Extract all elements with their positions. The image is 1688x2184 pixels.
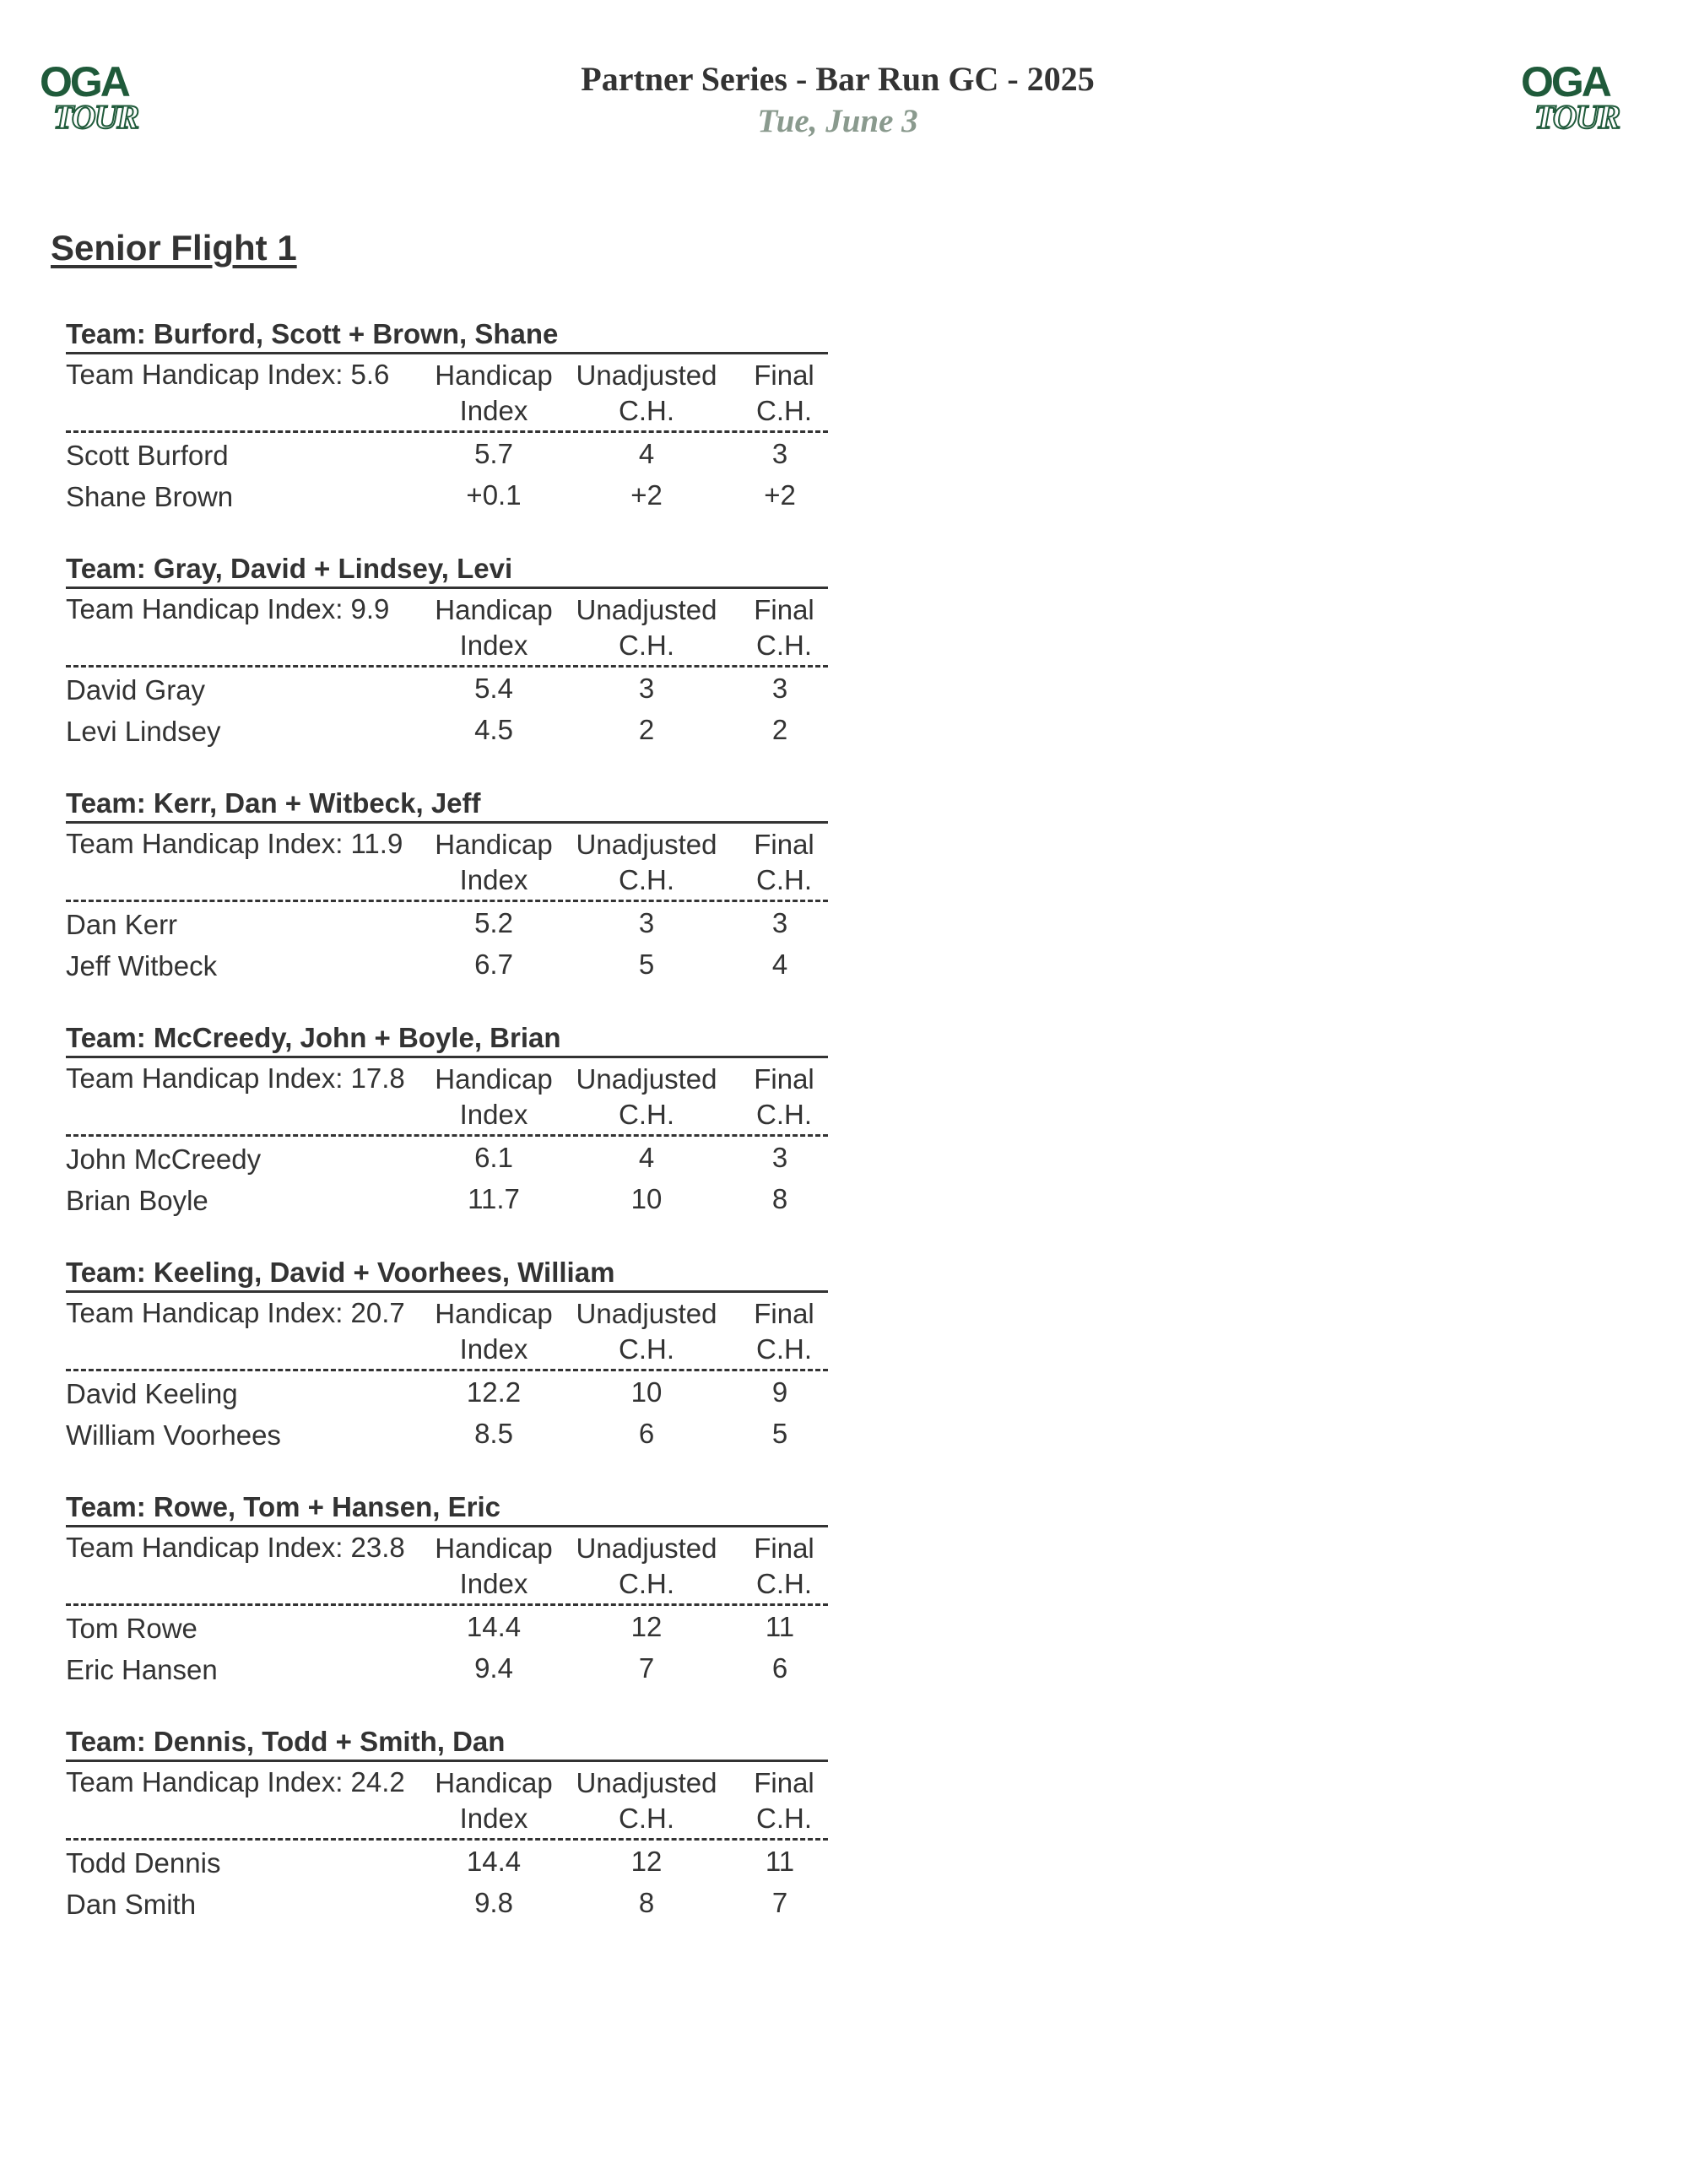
player-unadjusted-ch: 7 bbox=[638, 1652, 655, 1684]
handicap-index-header-line: Handicap bbox=[435, 1533, 553, 1564]
player-final-ch: 3 bbox=[771, 1142, 788, 1173]
unadjusted-ch-header-line: Unadjusted bbox=[576, 1767, 717, 1798]
final-ch-header-line: Final bbox=[754, 359, 814, 391]
unadjusted-ch-header bbox=[571, 592, 722, 663]
player-unadjusted-ch: 4 bbox=[638, 438, 655, 469]
final-ch-header-line: C.H. bbox=[756, 395, 812, 426]
player-row bbox=[66, 433, 828, 474]
player-unadjusted-ch: 3 bbox=[638, 907, 655, 938]
team-block bbox=[66, 1489, 828, 1724]
team-handicap-index: Team Handicap Index: 9.9 bbox=[66, 593, 390, 624]
player-row bbox=[66, 1882, 828, 1923]
unadjusted-ch-header bbox=[571, 1296, 722, 1367]
team-handicap-index: Team Handicap Index: 23.8 bbox=[66, 1532, 405, 1563]
player-name: Eric Hansen bbox=[66, 1654, 218, 1685]
player-name: Levi Lindsey bbox=[66, 716, 221, 747]
player-handicap-index: 14.4 bbox=[466, 1611, 522, 1642]
player-handicap-index: 11.7 bbox=[468, 1183, 520, 1214]
player-row bbox=[66, 1178, 828, 1219]
player-handicap-index: 8.5 bbox=[474, 1418, 513, 1449]
unadjusted-ch-header-line: Unadjusted bbox=[576, 594, 717, 625]
unadjusted-ch-header-line: C.H. bbox=[619, 1333, 674, 1365]
handicap-index-header-line: Index bbox=[459, 1568, 528, 1599]
player-row bbox=[66, 1137, 828, 1178]
player-name: Jeff Witbeck bbox=[66, 950, 218, 981]
handicap-index-header-line: Index bbox=[459, 1333, 528, 1365]
handicap-index-header bbox=[430, 1531, 557, 1602]
team-handicap-index: Team Handicap Index: 17.8 bbox=[66, 1062, 405, 1094]
team-block bbox=[66, 786, 828, 1020]
player-name: Dan Kerr bbox=[66, 909, 178, 940]
handicap-index-header-line: Handicap bbox=[435, 594, 553, 625]
unadjusted-ch-header bbox=[571, 1531, 722, 1602]
team-table-header bbox=[66, 1762, 828, 1841]
team-name: Team: Kerr, Dan + Witbeck, Jeff bbox=[66, 786, 828, 824]
unadjusted-ch-header-line: C.H. bbox=[619, 1568, 674, 1599]
player-handicap-index: 9.4 bbox=[474, 1652, 513, 1684]
player-unadjusted-ch: 5 bbox=[638, 949, 655, 980]
unadjusted-ch-header bbox=[571, 1062, 722, 1133]
player-handicap-index: 6.7 bbox=[474, 949, 513, 980]
player-name: David Gray bbox=[66, 674, 206, 705]
player-name: Brian Boyle bbox=[66, 1185, 208, 1216]
final-ch-header-line: Final bbox=[754, 1063, 814, 1095]
handicap-index-header bbox=[430, 1062, 557, 1133]
player-handicap-index: 14.4 bbox=[466, 1846, 522, 1877]
player-unadjusted-ch: 2 bbox=[638, 714, 655, 745]
player-final-ch: 11 bbox=[765, 1611, 795, 1642]
unadjusted-ch-header-line: C.H. bbox=[619, 395, 674, 426]
player-handicap-index: 9.8 bbox=[474, 1887, 513, 1918]
player-unadjusted-ch: 10 bbox=[630, 1183, 663, 1214]
player-unadjusted-ch: +2 bbox=[630, 479, 663, 511]
svg-text:TOUR: TOUR bbox=[53, 98, 138, 133]
unadjusted-ch-header-line: Unadjusted bbox=[576, 1298, 717, 1329]
player-unadjusted-ch: 4 bbox=[638, 1142, 655, 1173]
handicap-index-header bbox=[430, 592, 557, 663]
player-final-ch: 9 bbox=[771, 1376, 788, 1408]
player-name: John McCreedy bbox=[66, 1143, 262, 1175]
handicap-index-header-line: Index bbox=[459, 1099, 528, 1130]
final-ch-header bbox=[738, 358, 830, 429]
report-date: Tue, June 3 bbox=[757, 103, 918, 139]
unadjusted-ch-header-line: C.H. bbox=[619, 1099, 674, 1130]
team-table-header bbox=[66, 824, 828, 902]
player-name: Shane Brown bbox=[66, 481, 234, 512]
team-name: Team: Burford, Scott + Brown, Shane bbox=[66, 316, 828, 354]
svg-text:TOUR: TOUR bbox=[1534, 98, 1620, 133]
player-name: David Keeling bbox=[66, 1378, 238, 1409]
report-title: Partner Series - Bar Run GC - 2025 bbox=[581, 60, 1095, 98]
unadjusted-ch-header-line: C.H. bbox=[619, 1803, 674, 1834]
handicap-index-header-line: Handicap bbox=[435, 1298, 553, 1329]
player-final-ch: 4 bbox=[771, 949, 788, 980]
player-handicap-index: 6.1 bbox=[474, 1142, 513, 1173]
player-handicap-index: 5.2 bbox=[474, 907, 513, 938]
team-handicap-index: Team Handicap Index: 5.6 bbox=[66, 359, 390, 390]
player-unadjusted-ch: 12 bbox=[630, 1846, 663, 1877]
handicap-index-header-line: Handicap bbox=[435, 1767, 553, 1798]
final-ch-header bbox=[738, 592, 830, 663]
unadjusted-ch-header-line: C.H. bbox=[619, 864, 674, 895]
handicap-index-header-line: Handicap bbox=[435, 359, 553, 391]
team-table-header bbox=[66, 354, 828, 433]
player-row bbox=[66, 474, 828, 516]
team-table-header bbox=[66, 589, 828, 668]
oga-tour-logo-right bbox=[1519, 57, 1636, 133]
handicap-index-header bbox=[430, 1765, 557, 1836]
final-ch-header-line: Final bbox=[754, 594, 814, 625]
player-unadjusted-ch: 6 bbox=[638, 1418, 655, 1449]
player-name: Tom Rowe bbox=[66, 1613, 197, 1644]
final-ch-header bbox=[738, 1765, 830, 1836]
player-name: Scott Burford bbox=[66, 440, 229, 471]
team-name: Team: Rowe, Tom + Hansen, Eric bbox=[66, 1489, 828, 1527]
final-ch-header-line: Final bbox=[754, 1298, 814, 1329]
handicap-index-header-line: Handicap bbox=[435, 1063, 553, 1095]
team-name: Team: Gray, David + Lindsey, Levi bbox=[66, 551, 828, 589]
flight-title: Senior Flight 1 bbox=[51, 228, 297, 268]
team-name: Team: Keeling, David + Voorhees, William bbox=[66, 1255, 828, 1293]
final-ch-header-line: C.H. bbox=[756, 1333, 812, 1365]
player-final-ch: 7 bbox=[771, 1887, 788, 1918]
team-table-header bbox=[66, 1293, 828, 1371]
svg-text:OGA: OGA bbox=[1521, 58, 1610, 105]
player-row bbox=[66, 709, 828, 750]
unadjusted-ch-header-line: Unadjusted bbox=[576, 359, 717, 391]
player-final-ch: 3 bbox=[771, 907, 788, 938]
handicap-index-header bbox=[430, 1296, 557, 1367]
unadjusted-ch-header bbox=[571, 358, 722, 429]
final-ch-header-line: Final bbox=[754, 1767, 814, 1798]
player-final-ch: +2 bbox=[764, 479, 796, 511]
player-final-ch: 2 bbox=[771, 714, 788, 745]
final-ch-header-line: C.H. bbox=[756, 1568, 812, 1599]
player-unadjusted-ch: 8 bbox=[638, 1887, 655, 1918]
unadjusted-ch-header-line: Unadjusted bbox=[576, 1063, 717, 1095]
final-ch-header bbox=[738, 827, 830, 898]
player-handicap-index: +0.1 bbox=[466, 479, 522, 511]
player-name: Dan Smith bbox=[66, 1889, 197, 1920]
unadjusted-ch-header-line: Unadjusted bbox=[576, 1533, 717, 1564]
team-name: Team: Dennis, Todd + Smith, Dan bbox=[66, 1724, 828, 1762]
team-block bbox=[66, 1724, 828, 1959]
final-ch-header-line: Final bbox=[754, 829, 814, 860]
team-handicap-index: Team Handicap Index: 24.2 bbox=[66, 1766, 405, 1797]
handicap-index-header bbox=[430, 358, 557, 429]
final-ch-header-line: C.H. bbox=[756, 630, 812, 661]
unadjusted-ch-header-line: C.H. bbox=[619, 630, 674, 661]
handicap-index-header-line: Index bbox=[459, 864, 528, 895]
handicap-index-header bbox=[430, 827, 557, 898]
handicap-index-header-line: Index bbox=[459, 395, 528, 426]
player-name: William Voorhees bbox=[66, 1419, 281, 1451]
team-handicap-index: Team Handicap Index: 11.9 bbox=[66, 828, 403, 859]
handicap-index-header-line: Handicap bbox=[435, 829, 553, 860]
player-final-ch: 8 bbox=[771, 1183, 788, 1214]
unadjusted-ch-header bbox=[571, 827, 722, 898]
player-handicap-index: 4.5 bbox=[474, 714, 513, 745]
player-row bbox=[66, 1413, 828, 1454]
team-block bbox=[66, 1255, 828, 1489]
player-row bbox=[66, 1371, 828, 1413]
oga-tour-logo-graphic bbox=[1519, 57, 1636, 133]
report-header bbox=[0, 57, 1675, 142]
unadjusted-ch-header-line: Unadjusted bbox=[576, 829, 717, 860]
final-ch-header-line: Final bbox=[754, 1533, 814, 1564]
team-block bbox=[66, 551, 828, 786]
player-final-ch: 5 bbox=[771, 1418, 788, 1449]
svg-text:OGA: OGA bbox=[40, 58, 128, 105]
player-handicap-index: 12.2 bbox=[466, 1376, 522, 1408]
player-final-ch: 3 bbox=[771, 438, 788, 469]
player-unadjusted-ch: 12 bbox=[630, 1611, 663, 1642]
handicap-index-header-line: Index bbox=[459, 1803, 528, 1834]
player-row bbox=[66, 1841, 828, 1882]
player-unadjusted-ch: 10 bbox=[630, 1376, 663, 1408]
handicap-index-header-line: Index bbox=[459, 630, 528, 661]
player-handicap-index: 5.7 bbox=[474, 438, 513, 469]
player-handicap-index: 5.4 bbox=[474, 673, 513, 704]
player-row bbox=[66, 943, 828, 985]
team-block bbox=[66, 1020, 828, 1255]
player-row bbox=[66, 1647, 828, 1689]
team-list bbox=[66, 316, 828, 1959]
team-handicap-index: Team Handicap Index: 20.7 bbox=[66, 1297, 405, 1328]
team-table-header bbox=[66, 1058, 828, 1137]
team-name: Team: McCreedy, John + Boyle, Brian bbox=[66, 1020, 828, 1058]
player-final-ch: 6 bbox=[771, 1652, 788, 1684]
final-ch-header-line: C.H. bbox=[756, 1099, 812, 1130]
player-unadjusted-ch: 3 bbox=[638, 673, 655, 704]
player-row bbox=[66, 1606, 828, 1647]
final-ch-header-line: C.H. bbox=[756, 864, 812, 895]
final-ch-header-line: C.H. bbox=[756, 1803, 812, 1834]
team-block bbox=[66, 316, 828, 551]
player-name: Todd Dennis bbox=[66, 1847, 221, 1879]
unadjusted-ch-header bbox=[571, 1765, 722, 1836]
player-final-ch: 11 bbox=[765, 1846, 795, 1877]
player-final-ch: 3 bbox=[771, 673, 788, 704]
final-ch-header bbox=[738, 1062, 830, 1133]
final-ch-header bbox=[738, 1296, 830, 1367]
team-table-header bbox=[66, 1527, 828, 1606]
final-ch-header bbox=[738, 1531, 830, 1602]
player-row bbox=[66, 668, 828, 709]
player-row bbox=[66, 902, 828, 943]
